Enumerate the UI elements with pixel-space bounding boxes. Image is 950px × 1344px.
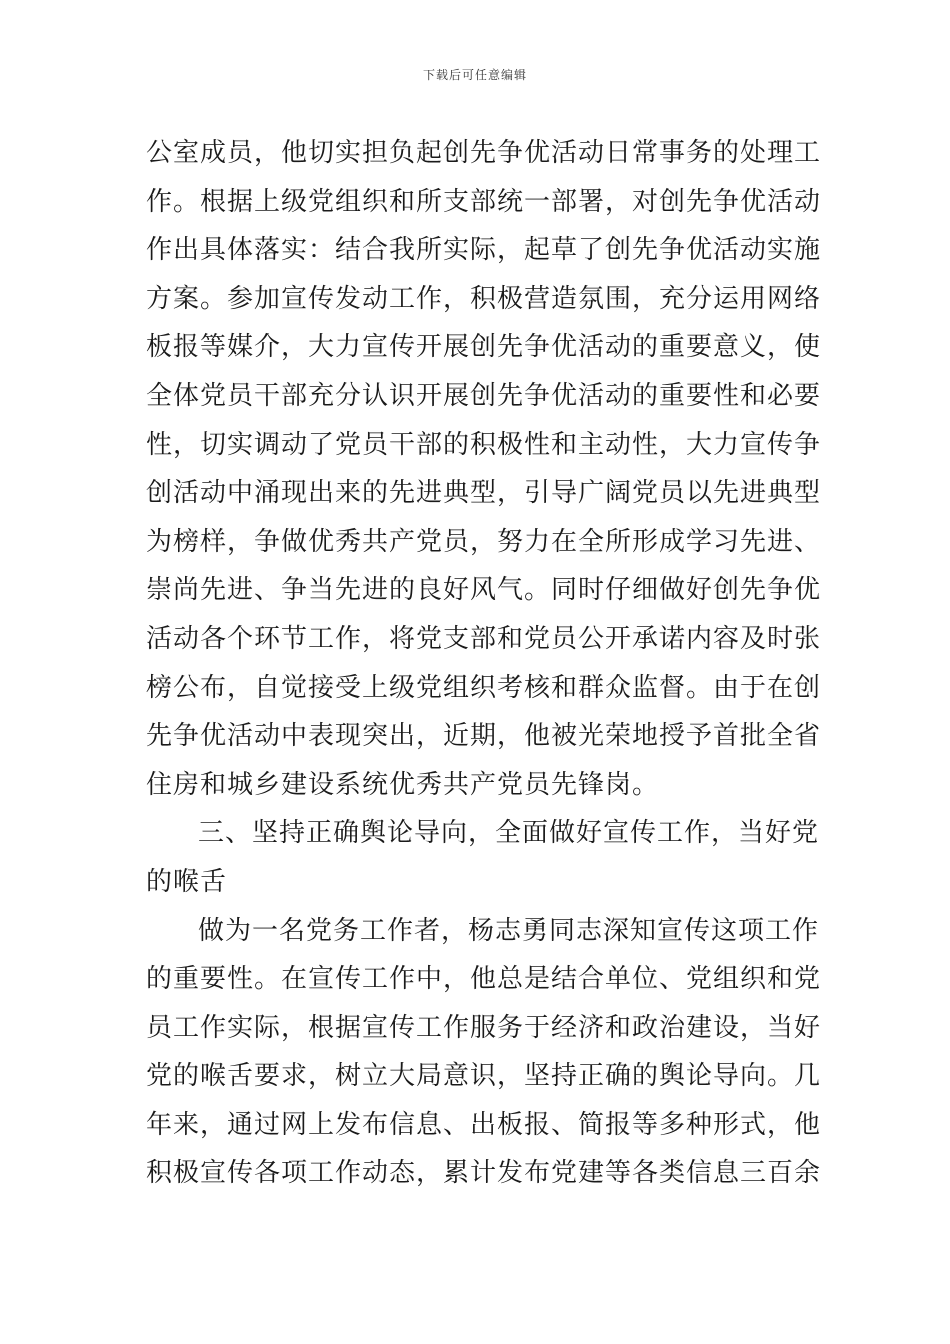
text-line: 方案。参加宣传发动工作，积极营造氛围，充分运用网络 — [146, 283, 822, 314]
text-line: 崇尚先进、争当先进的良好风气。同时仔细做好创先争优 — [146, 575, 822, 606]
text-line: 为榜样，争做优秀共产党员，努力在全所形成学习先进、 — [146, 526, 822, 557]
text-line: 的重要性。在宣传工作中，他总是结合单位、党组织和党 — [146, 964, 822, 995]
text-line: 积极宣传各项工作动态，累计发布党建等各类信息三百余 — [146, 1158, 822, 1189]
text-line: 公室成员，他切实担负起创先争优活动日常事务的处理工 — [146, 138, 822, 168]
text-line: 员工作实际，根据宣传工作服务于经济和政治建设，当好 — [146, 1012, 822, 1043]
section-heading-line: 三、坚持正确舆论导向，全面做好宣传工作，当好党 — [198, 818, 820, 849]
body-text — [146, 129, 822, 1198]
page-header: 下载后可任意编辑 — [422, 68, 527, 82]
text-line: 先争优活动中表现突出，近期，他被光荣地授予首批全省 — [146, 721, 822, 752]
text-line: 创活动中涌现出来的先进典型，引导广阔党员以先进典型 — [146, 478, 822, 509]
text-line: 年来，通过网上发布信息、出板报、简报等多种形式，他 — [146, 1109, 822, 1140]
text-line: 住房和城乡建设系统优秀共产党员先锋岗。 — [146, 769, 660, 800]
text-line: 做为一名党务工作者，杨志勇同志深知宣传这项工作 — [198, 915, 820, 946]
text-line: 党的喉舌要求，树立大局意识，坚持正确的舆论导向。几 — [146, 1061, 822, 1092]
text-line: 板报等媒介，大力宣传开展创先争优活动的重要意义，使 — [146, 332, 822, 363]
text-line: 全体党员干部充分认识开展创先争优活动的重要性和必要 — [146, 380, 822, 411]
text-line: 性，切实调动了党员干部的积极性和主动性，大力宣传争 — [146, 429, 822, 460]
text-line: 榜公布，自觉接受上级党组织考核和群众监督。由于在创 — [146, 672, 822, 703]
text-line: 作。根据上级党组织和所支部统一部署，对创先争优活动 — [146, 186, 822, 217]
text-line: 活动各个环节工作，将党支部和党员公开承诺内容及时张 — [146, 623, 822, 654]
text-line: 作出具体落实：结合我所实际，起草了创先争优活动实施 — [146, 235, 822, 266]
section-heading-line: 的喉舌 — [146, 866, 228, 897]
